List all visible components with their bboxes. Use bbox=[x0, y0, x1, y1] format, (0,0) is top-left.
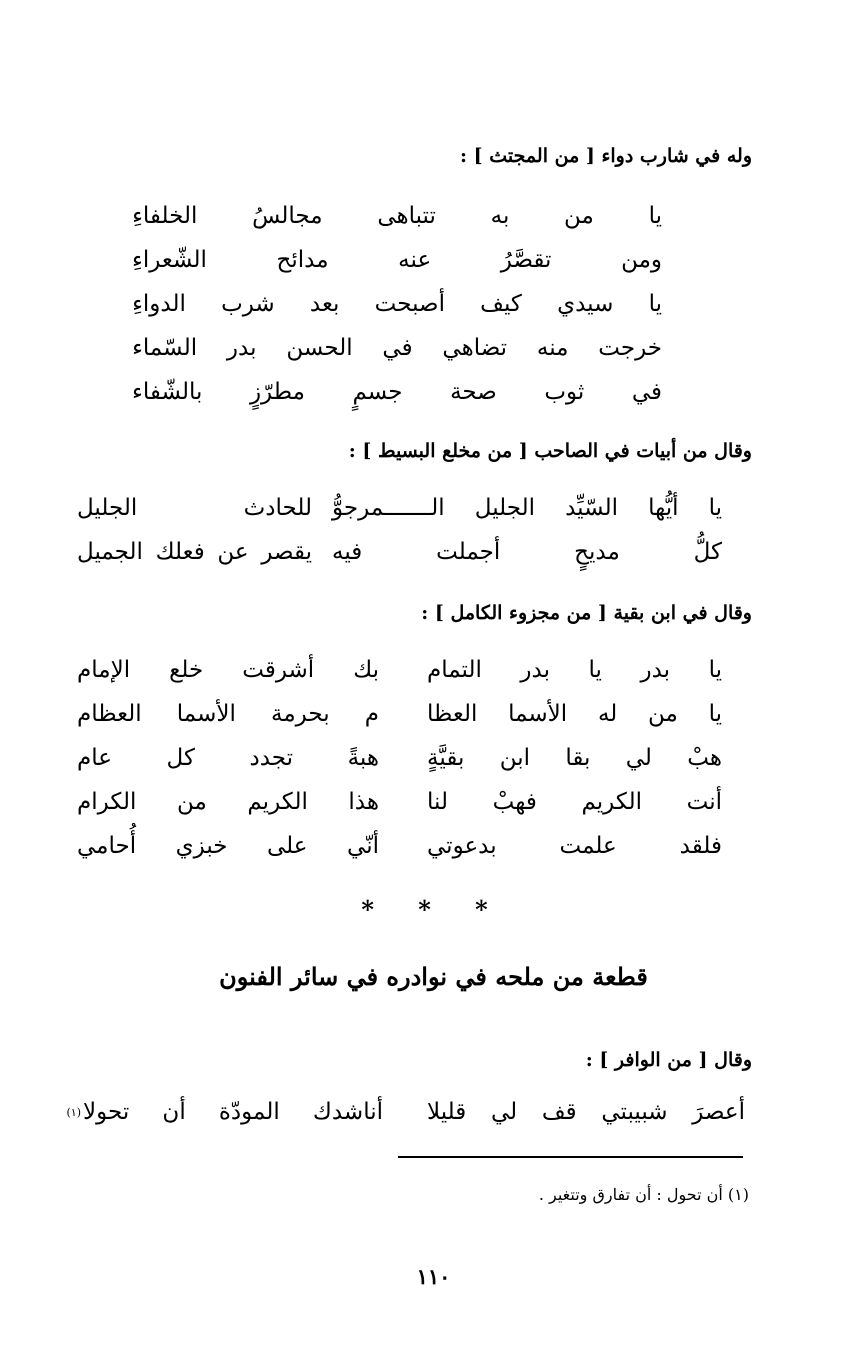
verse-word: في bbox=[631, 379, 662, 405]
verse-word: الأسما bbox=[508, 701, 568, 727]
verse-word: هذا bbox=[348, 789, 379, 815]
verse-word: الحسن bbox=[286, 335, 353, 361]
verse-word: السّيِّد bbox=[565, 495, 619, 521]
second-hemistich bbox=[77, 694, 379, 734]
verse-word: بك bbox=[353, 657, 379, 683]
verse-word: عنه bbox=[398, 247, 432, 273]
verse-word: مدائح bbox=[276, 247, 329, 273]
verse-word: العظام bbox=[77, 701, 142, 727]
page-number: ١١٠ bbox=[416, 1264, 451, 1289]
verse-word: من bbox=[564, 203, 594, 229]
verse-word: بدر bbox=[226, 335, 257, 361]
section-3-intro: وقال في ابن بقية [ من مجزوء الكامل ] : bbox=[421, 602, 752, 624]
first-hemistich bbox=[427, 738, 722, 778]
verse-word: الكرام bbox=[77, 789, 137, 815]
first-hemistich bbox=[427, 782, 722, 822]
verse-word: الكريم bbox=[581, 789, 642, 815]
verse-word: بحرمة bbox=[271, 701, 330, 727]
verse-word: أن bbox=[162, 1099, 186, 1125]
verse-word: به bbox=[490, 203, 510, 229]
verse-line bbox=[132, 328, 662, 368]
verse-word: على bbox=[267, 833, 308, 859]
verse-word: قليلا bbox=[427, 1099, 467, 1125]
verse-word: الكريم bbox=[247, 789, 308, 815]
first-hemistich bbox=[427, 1092, 745, 1132]
verse-word: أناشدك bbox=[312, 1099, 383, 1125]
verse-word: ابن bbox=[499, 745, 531, 771]
verse-word: الجليل bbox=[474, 495, 535, 521]
footnote-rule bbox=[398, 1156, 743, 1158]
verse-word: الخلفاءِ bbox=[132, 203, 198, 229]
verse-word: يا bbox=[648, 291, 662, 317]
verse-word: يقصر bbox=[261, 539, 312, 565]
first-hemistich bbox=[427, 694, 722, 734]
verse-word: أعصرَ bbox=[692, 1099, 745, 1125]
verse-word: يا bbox=[708, 657, 722, 683]
verse-word: خبزي bbox=[175, 833, 228, 859]
verse-word: الجميل bbox=[77, 539, 143, 565]
verse-word: في bbox=[382, 335, 413, 361]
verse-text bbox=[132, 328, 662, 368]
verse-word: السّماء bbox=[132, 335, 198, 361]
verse-word: مديحٍ bbox=[574, 539, 620, 565]
verse-word: فيه bbox=[332, 539, 363, 565]
verse-line bbox=[132, 196, 662, 236]
verse-word: هبةً bbox=[347, 745, 379, 771]
verse-word: الجليل bbox=[77, 495, 138, 521]
verse-word: فلقد bbox=[679, 833, 722, 859]
verse-text bbox=[132, 240, 662, 280]
first-hemistich bbox=[427, 826, 722, 866]
verse-line bbox=[77, 826, 722, 866]
verse-word: أجملت bbox=[436, 539, 501, 565]
second-hemistich bbox=[77, 488, 312, 528]
verse-word: لنا bbox=[427, 789, 448, 815]
section-1-intro: وله في شارب دواء [ من المجتث ] : bbox=[460, 145, 752, 167]
verse-word: كل bbox=[166, 745, 195, 771]
verse-text bbox=[132, 284, 662, 324]
verse-word: كلُّ bbox=[693, 539, 722, 565]
footnote-marker: (١) bbox=[66, 1105, 81, 1119]
verse-word: تقصَّرُ bbox=[500, 247, 552, 273]
verse-word: له bbox=[597, 701, 618, 727]
verse-word: عام bbox=[77, 745, 112, 771]
second-hemistich bbox=[77, 826, 379, 866]
verse-word: يا bbox=[648, 203, 662, 229]
verse-word: يا bbox=[588, 657, 602, 683]
second-hemistich bbox=[83, 1092, 383, 1132]
verse-word: منه bbox=[536, 335, 569, 361]
verse-word: يا bbox=[708, 701, 722, 727]
verse-word: كيف bbox=[480, 291, 522, 317]
first-hemistich bbox=[427, 650, 722, 690]
verse-word: علمت bbox=[559, 833, 617, 859]
verse-line bbox=[132, 284, 662, 324]
verse-word: مجالسُ bbox=[252, 203, 323, 229]
verse-word: لي bbox=[490, 1099, 518, 1125]
verse-word: المودّة bbox=[218, 1099, 280, 1125]
verse-word: خلع bbox=[169, 657, 204, 683]
verse-word: بقا bbox=[565, 745, 591, 771]
verse-line bbox=[132, 240, 662, 280]
verse-word: بدر bbox=[640, 657, 671, 683]
chapter-heading: قطعة من ملحه في نوادره في سائر الفنون bbox=[219, 962, 648, 991]
verse-word: للحادث bbox=[243, 495, 312, 521]
second-hemistich bbox=[77, 782, 379, 822]
verse-text bbox=[132, 196, 662, 236]
verse-word: سيدي bbox=[557, 291, 614, 317]
section-4-intro: وقال [ من الوافر ] : bbox=[585, 1049, 752, 1071]
verse-word: تحولا bbox=[83, 1099, 130, 1125]
verse-word: من bbox=[648, 701, 678, 727]
verse-word: تجدد bbox=[249, 745, 294, 771]
verse-line bbox=[55, 1092, 745, 1132]
verse-word: الدواءِ bbox=[132, 291, 186, 317]
verse-word: العظا bbox=[427, 701, 478, 727]
verse-line bbox=[132, 372, 662, 412]
verse-word: الإمام bbox=[77, 657, 131, 683]
verse-word: الأسما bbox=[176, 701, 236, 727]
verse-line bbox=[77, 532, 722, 572]
verse-word: الـــــــمرجوُّ bbox=[332, 495, 445, 521]
verse-line bbox=[77, 694, 722, 734]
verse-word: تضاهي bbox=[442, 335, 508, 361]
second-hemistich bbox=[77, 738, 379, 778]
first-hemistich bbox=[332, 532, 722, 572]
verse-word: من bbox=[176, 789, 207, 815]
second-hemistich bbox=[77, 532, 312, 572]
verse-line bbox=[77, 488, 722, 528]
verse-word: مطرّزٍ bbox=[249, 379, 305, 405]
footnote: (١) أن تحول : أن تفارق وتتغير . bbox=[538, 1185, 749, 1204]
verse-word: فهبْ bbox=[492, 789, 537, 815]
section-separator: * * * bbox=[361, 895, 506, 924]
first-hemistich bbox=[332, 488, 722, 528]
verse-word: أصبحت bbox=[374, 291, 445, 317]
verse-word: تتباهى bbox=[377, 203, 436, 229]
verse-line bbox=[77, 738, 722, 778]
section-2-intro: وقال من أبيات في الصاحب [ من مخلع البسيط ] : bbox=[348, 440, 752, 462]
verse-word: ومن bbox=[621, 247, 662, 273]
verse-word: خرجت bbox=[598, 335, 662, 361]
verse-text bbox=[132, 372, 662, 412]
verse-word: هبْ bbox=[687, 745, 722, 771]
verse-word: بعد bbox=[309, 291, 340, 317]
verse-word: يا bbox=[708, 495, 722, 521]
verse-word: بقيَّةٍ bbox=[427, 745, 465, 771]
verse-line bbox=[77, 782, 722, 822]
verse-line bbox=[77, 650, 722, 690]
verse-word: أنّي bbox=[347, 833, 379, 859]
verse-word: الشّعراءِ bbox=[132, 247, 207, 273]
second-hemistich bbox=[77, 650, 379, 690]
verse-word: لي bbox=[625, 745, 652, 771]
verse-word: أيُّها bbox=[648, 495, 679, 521]
verse-word: شرب bbox=[221, 291, 275, 317]
verse-word: صحة bbox=[450, 379, 497, 405]
verse-word: عن bbox=[217, 539, 249, 565]
verse-word: بالشّفاء bbox=[132, 379, 203, 405]
verse-word: م bbox=[364, 701, 379, 727]
verse-word: جسمٍ bbox=[352, 379, 403, 405]
verse-word: بدر bbox=[520, 657, 551, 683]
verse-word: أُحامي bbox=[77, 833, 137, 859]
verse-word: التمام bbox=[427, 657, 482, 683]
verse-word: فعلك bbox=[155, 539, 205, 565]
verse-word: أنت bbox=[686, 789, 722, 815]
verse-word: أشرقت bbox=[242, 657, 315, 683]
verse-word: ثوب bbox=[544, 379, 585, 405]
verse-word: شبيبتي bbox=[601, 1099, 668, 1125]
verse-word: بدعوتي bbox=[427, 833, 497, 859]
verse-word: قف bbox=[541, 1099, 577, 1125]
